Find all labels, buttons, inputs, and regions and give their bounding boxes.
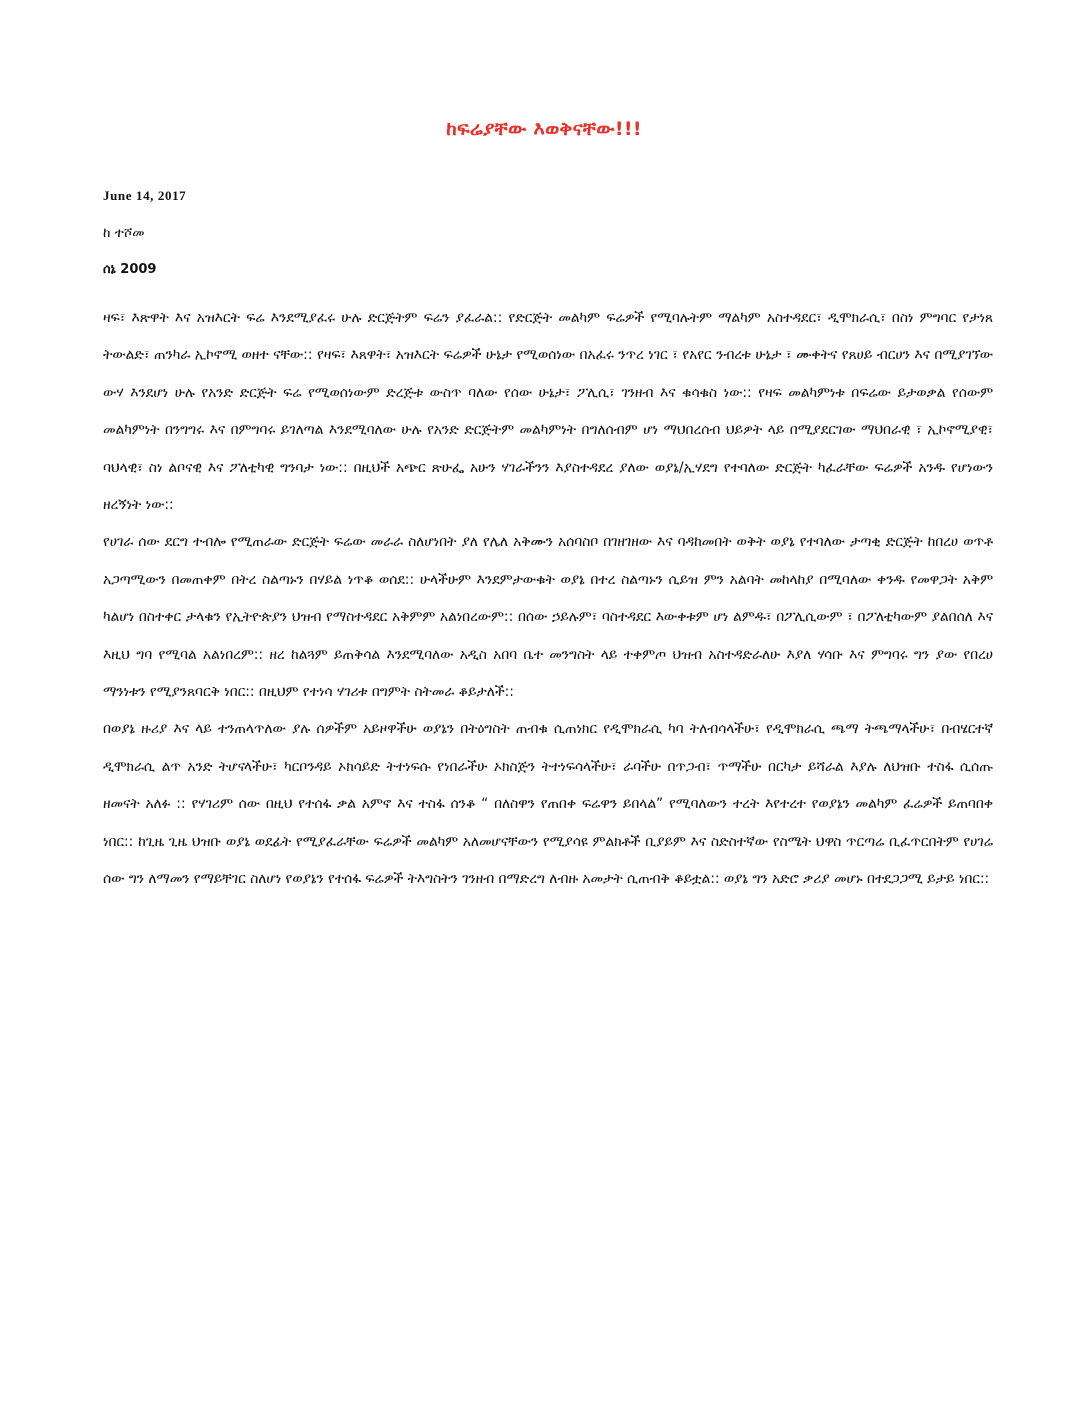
ethiopian-date: ሰኔ 2009: [103, 262, 157, 277]
publication-date: June 14, 2017: [103, 188, 187, 203]
author-line: ከ ተሾመ: [103, 225, 145, 241]
paragraph: በወያኔ ዙሪያ እና ላይ ተንጠላጥለው ያሉ ሰዎችም አይዞዋችሁ ወያኔን በትዕግስት ጠብቁ ሲጠነክር የዲሞክራሲ ካባ ትለብሳላችሁ፣ የዲሞክራሲ ጫማ ትጫማላችሁ፣ በብሄርተኛ ዲሞክራሲ ልጥ አንድ ትሆናላችሁ፣ ካርቦንዳይ ኦክሳይድ ትተነፍሱ የነበራችሁ ኦክስጅን ትተነፍሳላችሁ፣ ራባችሁ በጥጋብ፣ ጥማችሁ በርካታ ይሻራል እያሉ ለህዝቡ ተስፋ ሲሰጡ ዘመናት አለፉ :: የሃገሪም ሰው በዚህ የተሰፋ ቃል አምኖ እና ተስፋ ሰንቆ “ በለስዋን የጠበቀ ፍሬዋን ይበላል” የሚባለውን ተረት እየተረተ የወያኔን መልካም ፈሬዎች ይጠባበቀ ነበር:: ከጊዜ ጊዜ ህዝቡ ወያኔ ወደፊት የሚያፈራቸው ፍሬዎች መልካም አለመሆናቸውን የሚያሳዩ ምልክቶች ቢያይም እና ስድስተኛው የስሜት ህዋስ ጥርጣሬ ቢፈጥርበትም የሀገሬ ሰው ግን ለማመን የማይቸገር ስለሆነ የወያኔን የተሰፋ ፍሬዎች ትእግስትን ገንዘብ በማድረግ ለብዙ አመታት ሲጠብቅ ቆይቷል:: ወያኔ ግን አድሮ ቃሪያ መሆኑ በተደጋጋሚ ይታይ ነበር::: [103, 721, 993, 888]
document-title: ከፍሬያቸው እወቅናቸው!!!: [446, 118, 642, 140]
paragraph: ዛፍ፣ እጽዋት እና አዝእርት ፍሬ እንደሚያፈሩ ሁሉ ድርጅትም ፍሬን ያፈራል:: የድርጅት መልካም ፍሬዎች የሚባሉትም ማልካም አስተዳደር፣ ዲሞክራሲ፣ በስነ ምግባር የታነጸ ትውልድ፣ ጠንካራ ኢኮኖሚ ወዘተ ናቸው:: የዛፍ፣ እጸዋት፣ አዝእርት ፍሬዎች ሁኔታ የሚወሰነው በአፈሩ ንጥረ ነገር ፣ የአየር ንብረቱ ሁኔታ ፣ ሙቀትና የጸሀይ ብርሀን እና በሚያገኘው ውሃ እንደሆነ ሁሉ የአንድ ድርጅት ፍሬ የሚወሰነውም ድረጅቱ ውስጥ ባለው የሰው ሁኔታ፣ ፖሊሲ፣ ገንዘብ እና ቁሳቁስ ነው:: የዛፍ መልካምነቱ በፍሬው ይታወቃል የሰውም መልካምነት በንግግሩ እና በምግባሩ ይገለጣል እንደሚባለው ሁሉ የአንድ ድርጅትም መልካምነት በግለሰብም ሆነ ማህበረሰብ ህይዎት ላይ በሚያደርገው ማህበራዊ ፣ ኢኮኖሚያዊ፣ ባህላዊ፣ ስነ ልቦናዊ እና ፖለቲካዊ ግንባታ ነው:: በዚህች አጭር ጽሁፌ አሁን ሃገራችንን እያስተዳደረ ያለው ወያኔ/ኢሃደግ የተባለው ድርጅት ካፈራቸው ፍሬዎች አንዱ የሆነውን ዘረኝነት ነው::: [103, 310, 993, 514]
article-body: [103, 300, 993, 899]
paragraph: የሀገራ ሰው ደርግ ተብሎ የሚጠራው ድርጅት ፍሬው መራራ ስለሆነበት ያለ የሌለ አቅሙን አሰባስቦ በገዘገዘው እና ባዳከመበት ወቅት ወያኔ የተባለው ታጣቂ ድርጅት ከበረሀ ወጥቶ አጋጣሚውን በመጠቀም በትረ ስልጣኑን በሃይል ነጥቆ ወሰደ:: ሁላችሁም እንደምታውቁት ወያኔ በተረ ስልጣኑን ሲይዝ ምን አልባት መከላከያ በሚባለው ቀንዱ የመዋጋት አቅም ካልሆነ በስተቀር ታላቁን የኢትዮጵያን ህዝብ የማስተዳደር አቅምም አልነበረውም:: በሰው ኃይሉም፣ ባስተዳደር እውቀቱም ሆነ ልምዱ፣ በፖሊሲውም ፣ በፖለቲካውም ያልበሰለ እና እዚህ ግባ የሚባል አልነበረም:: ዘረ ከልጓም ይጠቅሳል እንደሚባለው አዲስ አበባ ቤተ መንግስት ላይ ተቀምጦ ህዝብ አስተዳድራለሁ እያለ ሃሳቡ እና ምግባሩ ግን ያው የበረሀ ማንነቱን የሚያንጸባርቅ ነበር:: በዚህም የተነሳ ሃገሪቱ በግምት ስትመራ ቆይታለች::: [103, 534, 993, 701]
